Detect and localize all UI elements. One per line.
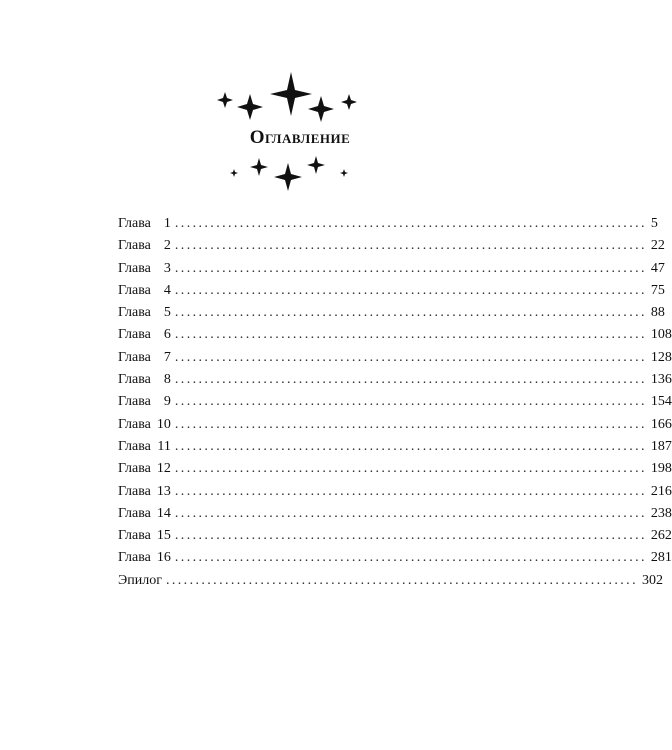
- toc-entry-label: [118, 235, 171, 257]
- toc-entry: [118, 391, 672, 413]
- toc-entry-title: Глава: [118, 327, 151, 343]
- toc-entry-page: 198: [650, 461, 672, 477]
- toc-entry: [118, 324, 672, 346]
- toc-entry-number: 9: [163, 394, 171, 410]
- toc-entry-label: [118, 302, 171, 324]
- toc-entry-page: 302: [641, 572, 663, 588]
- toc-entry-page: 166: [650, 416, 672, 432]
- toc-entry: [118, 258, 665, 280]
- star-icon: [217, 92, 233, 108]
- toc-entry-page: 128: [650, 349, 672, 365]
- toc-entry-label: [118, 481, 171, 503]
- toc-entry-label: [118, 280, 171, 302]
- toc-entry-number: 14: [156, 505, 171, 521]
- toc-entry-title: Глава: [118, 550, 151, 566]
- toc-entry: [118, 347, 672, 369]
- toc-entry: [118, 436, 672, 458]
- toc-entry-page: 281: [650, 550, 672, 566]
- toc-leader-dots: ................................................................................: [174, 550, 647, 566]
- toc-entry-number: 11: [157, 438, 171, 454]
- toc-entry-label: [118, 458, 171, 480]
- toc-entry: [118, 302, 665, 324]
- toc-entry-number: 4: [163, 282, 171, 298]
- toc-entry-page: 22: [650, 238, 665, 254]
- toc-leader-dots: ................................................................................: [174, 528, 647, 544]
- star-icon: [340, 169, 348, 177]
- toc-entry-title: Глава: [118, 372, 151, 388]
- toc-entry-number: 13: [156, 483, 171, 499]
- star-icon: [230, 169, 238, 177]
- toc-entry: [118, 280, 665, 302]
- toc-entry: [118, 503, 672, 525]
- star-icon: [274, 163, 302, 191]
- toc-entry-number: 12: [156, 461, 171, 477]
- toc-entry-number: 16: [156, 550, 171, 566]
- toc-entry-page: 262: [650, 528, 672, 544]
- toc-entry-title: Глава: [118, 483, 151, 499]
- toc-entry-label: [118, 258, 171, 280]
- toc-entry-number: 10: [156, 416, 171, 432]
- toc-leader-dots: ................................................................................: [174, 438, 647, 454]
- toc-entry-page: 108: [650, 327, 672, 343]
- toc-entry-number: 15: [156, 528, 171, 544]
- toc-entry-page: 88: [650, 305, 665, 321]
- star-icon: [341, 94, 357, 110]
- toc-entry: [118, 458, 672, 480]
- star-icon: [308, 96, 334, 122]
- toc-leader-dots: ................................................................................: [174, 416, 647, 432]
- toc-entry: [118, 235, 665, 257]
- toc-leader-dots: ................................................................................: [174, 260, 647, 276]
- toc-entry: [118, 570, 663, 592]
- star-icon: [307, 156, 325, 174]
- toc-entry-label: [118, 570, 162, 592]
- toc-leader-dots: ................................................................................: [174, 349, 647, 365]
- toc-entry-page: 75: [650, 282, 665, 298]
- star-icon: [250, 158, 268, 176]
- toc-entry-label: [118, 436, 171, 458]
- toc-entry-number: 1: [163, 216, 171, 231]
- toc-entry-title: Глава: [118, 349, 151, 365]
- toc-entry-title: Эпилог: [118, 572, 162, 588]
- star-icon: [237, 94, 263, 120]
- toc-entry-label: [118, 414, 171, 436]
- toc-leader-dots: ................................................................................: [165, 572, 638, 588]
- toc-entry-label: [118, 525, 171, 547]
- toc-entry-title: Глава: [118, 238, 151, 254]
- toc-entry-page: 238: [650, 505, 672, 521]
- toc-entry-number: 6: [163, 327, 171, 343]
- toc-entry-page: 136: [650, 372, 672, 388]
- toc-leader-dots: ................................................................................: [174, 282, 647, 298]
- toc-entry: [118, 481, 672, 503]
- toc-entry-label: [118, 547, 171, 569]
- page-title: Оглавление: [249, 127, 351, 148]
- toc-leader-dots: ................................................................................: [174, 483, 647, 499]
- toc-leader-dots: ................................................................................: [174, 461, 647, 477]
- toc-entry-label: [118, 503, 171, 525]
- toc-entry-title: Глава: [118, 528, 151, 544]
- toc-entry-number: 5: [163, 305, 171, 321]
- toc-entry-page: 47: [650, 260, 665, 276]
- toc-entry-title: Глава: [118, 216, 151, 231]
- toc-entry-title: Глава: [118, 305, 151, 321]
- toc-entry-page: 5: [650, 216, 658, 231]
- toc-entry-title: Глава: [118, 416, 151, 432]
- toc-entry-label: [118, 369, 171, 391]
- toc-entry-label: [118, 391, 171, 413]
- toc-entry-page: 187: [650, 438, 672, 454]
- toc-entry: [118, 213, 658, 235]
- toc-leader-dots: ................................................................................: [174, 327, 647, 343]
- toc-entry: [118, 369, 672, 391]
- toc-entry: [118, 525, 672, 547]
- toc-entry: [118, 414, 672, 436]
- toc-entry-number: 7: [163, 349, 171, 365]
- toc-entry: [118, 547, 672, 569]
- toc-entry-label: [118, 324, 171, 346]
- toc-entry-title: Глава: [118, 438, 151, 454]
- star-ornament-icon: [0, 0, 600, 200]
- toc-leader-dots: ................................................................................: [174, 216, 647, 231]
- toc-entry-number: 8: [163, 372, 171, 388]
- toc-entry-label: [118, 213, 171, 235]
- toc-leader-dots: ................................................................................: [174, 394, 647, 410]
- table-of-contents: [118, 213, 672, 592]
- toc-entry-title: Глава: [118, 260, 151, 276]
- toc-leader-dots: ................................................................................: [174, 372, 647, 388]
- star-icon: [270, 72, 312, 116]
- toc-entry-title: Глава: [118, 394, 151, 410]
- toc-entry-title: Глава: [118, 282, 151, 298]
- toc-entry-page: 216: [650, 483, 672, 499]
- toc-entry-page: 154: [650, 394, 672, 410]
- toc-entry-number: 3: [163, 260, 171, 276]
- toc-leader-dots: ................................................................................: [174, 505, 647, 521]
- toc-leader-dots: ................................................................................: [174, 238, 647, 254]
- toc-entry-number: 2: [163, 238, 171, 254]
- toc-entry-title: Глава: [118, 505, 151, 521]
- toc-entry-title: Глава: [118, 461, 151, 477]
- toc-leader-dots: ................................................................................: [174, 305, 647, 321]
- toc-entry-label: [118, 347, 171, 369]
